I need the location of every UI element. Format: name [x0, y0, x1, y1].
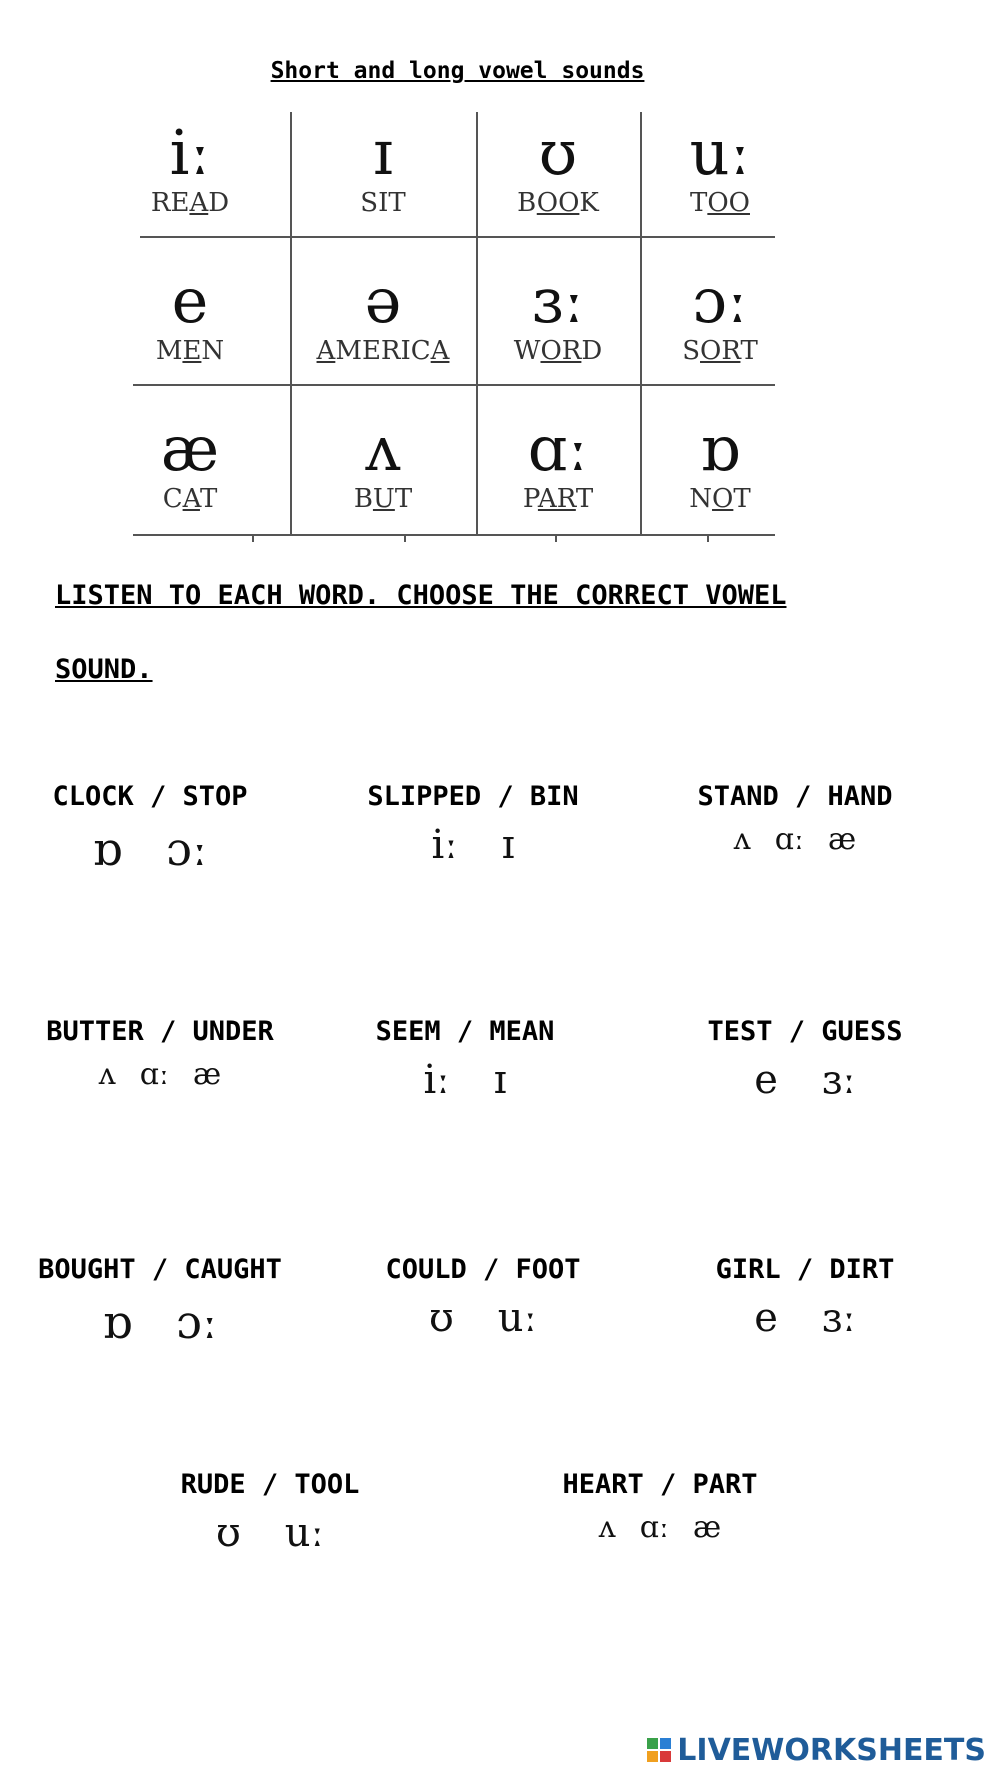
vowel-cell — [293, 414, 473, 514]
question-words: SLIPPED / BIN — [367, 781, 579, 812]
vowel-cell — [100, 118, 280, 218]
answer-options — [0, 822, 315, 876]
question-words: BOUGHT / CAUGHT — [38, 1254, 282, 1285]
vowel-option[interactable]: e — [754, 1295, 778, 1341]
question-words: SEEM / MEAN — [375, 1016, 555, 1047]
question-words: RUDE / TOOL — [180, 1469, 360, 1500]
question-words: COULD / FOOT — [385, 1254, 581, 1285]
vowel-option[interactable]: ɑː — [639, 1510, 670, 1545]
vowel-option[interactable]: æ — [693, 1510, 722, 1545]
vowel-cell — [468, 414, 648, 514]
phonetic-symbol: ʊ — [538, 116, 578, 189]
phonetic-symbol: uː — [689, 116, 751, 189]
vowel-option[interactable]: e — [754, 1057, 778, 1103]
answer-options — [0, 1295, 325, 1349]
example-word: CAT — [162, 484, 218, 514]
vowel-option[interactable]: ʌ — [598, 1510, 616, 1545]
example-word: NOT — [689, 484, 751, 514]
vowel-option[interactable]: ʌ — [98, 1057, 116, 1092]
vowel-cell — [468, 266, 648, 366]
answer-options — [105, 1510, 435, 1556]
vowel-option[interactable]: ɔː — [176, 1295, 218, 1349]
vowel-option[interactable]: ʊ — [428, 1295, 454, 1341]
vowel-cell — [100, 266, 280, 366]
vowel-option[interactable]: ʌ — [733, 822, 751, 857]
vowel-option[interactable]: ɑː — [139, 1057, 170, 1092]
phonetic-symbol: ɑː — [527, 412, 589, 485]
chart-divider — [140, 236, 775, 238]
logo-text: LIVEWORKSHEETS — [677, 1733, 986, 1768]
vowel-option[interactable]: ɔː — [166, 822, 208, 876]
question-words: STAND / HAND — [697, 781, 893, 812]
example-word: SORT — [682, 336, 758, 366]
question-words: BUTTER / UNDER — [46, 1016, 274, 1047]
worksheet-title: Short and long vowel sounds — [270, 58, 645, 84]
vowel-cell — [630, 118, 810, 218]
vowel-option[interactable]: iː — [423, 1057, 450, 1103]
question-item — [0, 1015, 325, 1092]
answer-options — [318, 1295, 648, 1341]
phonetic-symbol: ɜː — [531, 264, 585, 337]
vowel-option[interactable]: ɒ — [102, 1295, 133, 1349]
question-words: GIRL / DIRT — [715, 1254, 895, 1285]
vowel-option[interactable]: ɒ — [92, 822, 123, 876]
example-word: TOO — [690, 188, 750, 218]
phonetic-symbol: e — [171, 264, 209, 337]
question-item — [300, 1015, 630, 1103]
phonetic-symbol: ɔː — [692, 264, 748, 337]
instruction-text: LISTEN TO EACH WORD. CHOOSE THE CORRECT VOWEL — [55, 580, 787, 611]
vowel-option[interactable]: ɜː — [821, 1295, 856, 1341]
example-word: AMERICA — [316, 336, 450, 366]
phonetic-symbol: ɪ — [373, 116, 393, 189]
question-item — [0, 1253, 325, 1349]
vowel-option[interactable]: ɪ — [501, 822, 515, 868]
question-item — [105, 1468, 435, 1556]
example-word: PART — [522, 484, 594, 514]
vowel-option[interactable]: uː — [497, 1295, 538, 1341]
example-word: WORD — [513, 336, 603, 366]
vowel-cell — [468, 118, 648, 218]
vowel-option[interactable]: ʊ — [215, 1510, 241, 1556]
answer-options — [495, 1510, 825, 1545]
example-word: MEN — [155, 336, 225, 366]
chart-divider — [133, 534, 775, 536]
example-word: BOOK — [517, 188, 599, 218]
question-item — [630, 780, 960, 857]
question-words: TEST / GUESS — [707, 1016, 903, 1047]
vowel-cell — [293, 118, 473, 218]
example-word: BUT — [353, 484, 413, 514]
logo-icon — [647, 1738, 673, 1764]
vowel-cell — [630, 414, 810, 514]
vowel-cell — [100, 414, 280, 514]
example-word: SIT — [360, 188, 406, 218]
example-word: READ — [150, 188, 230, 218]
question-words: HEART / PART — [562, 1469, 758, 1500]
phonetic-symbol: ɒ — [700, 412, 740, 485]
phonetic-symbol: iː — [169, 116, 211, 189]
chart-divider — [290, 112, 292, 534]
vowel-cell — [293, 266, 473, 366]
liveworksheets-logo — [647, 1733, 986, 1768]
question-item — [640, 1015, 970, 1103]
answer-options — [640, 1057, 970, 1103]
chart-divider — [133, 384, 775, 386]
vowel-cell — [630, 266, 810, 366]
vowel-option[interactable]: ɑː — [774, 822, 805, 857]
instruction-text-cont: SOUND. — [55, 654, 153, 685]
phonetic-symbol: ə — [364, 264, 402, 337]
vowel-option[interactable]: æ — [193, 1057, 222, 1092]
answer-options — [308, 822, 638, 868]
vowel-option[interactable]: uː — [284, 1510, 325, 1556]
vowel-option[interactable]: iː — [431, 822, 458, 868]
vowel-option[interactable]: æ — [828, 822, 857, 857]
answer-options — [630, 822, 960, 857]
question-item — [0, 780, 315, 876]
phonetic-symbol: ʌ — [365, 412, 401, 485]
phonetic-symbol: æ — [160, 412, 220, 485]
question-item — [495, 1468, 825, 1545]
answer-options — [0, 1057, 325, 1092]
vowel-chart — [0, 0, 1000, 560]
question-item — [318, 1253, 648, 1341]
answer-options — [640, 1295, 970, 1341]
question-item — [640, 1253, 970, 1341]
question-item — [308, 780, 638, 868]
vowel-option[interactable]: ɜː — [821, 1057, 856, 1103]
vowel-option[interactable]: ɪ — [493, 1057, 507, 1103]
question-words: CLOCK / STOP — [52, 781, 248, 812]
answer-options — [300, 1057, 630, 1103]
